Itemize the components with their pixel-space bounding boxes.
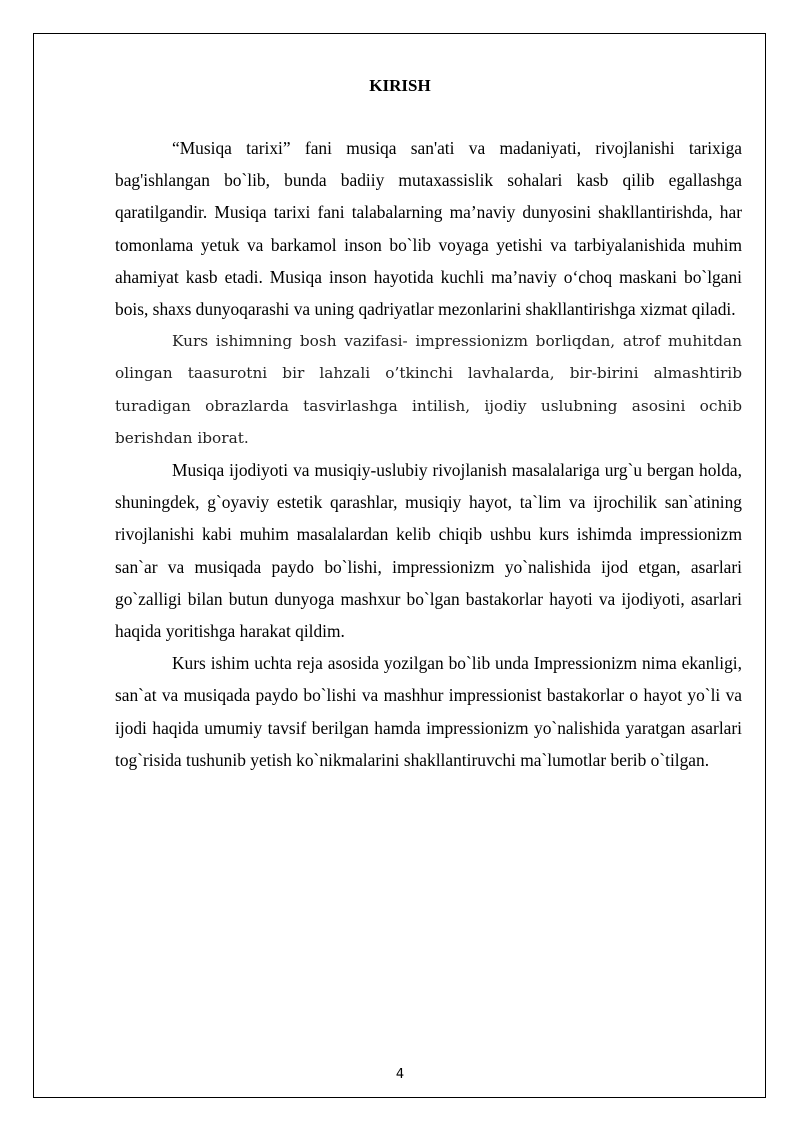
paragraph-structure: Kurs ishim uchta reja asosida yozilgan bo`lib unda Impressionizm nima ekanligi, san`at va musiqada paydo bo`lishi va mashhur impressionist bastakorlar o hayot yo`li va ijodi haqida umumiy tavsif berilgan hamda impressionizm yo`nalishida yaratgan asarlari tog`risida tushunib yetish ko`nikmalarini shakllantiruvchi ma`lumotlar berib o`tilgan.	[115, 653, 742, 770]
page-number: 4	[395, 1067, 405, 1082]
page-title: KIRISH	[369, 76, 431, 95]
paragraph-research-scope: Musiqa ijodiyoti va musiqiy-uslubiy rivojlanish masalalariga urg`u bergan holda, shuningdek, g`oyaviy estetik qarashlar, musiqiy hayot, ta`lim va ijrochilik san`atining rivojlanishi kabi muhim masalalardan kelib chiqib ushbu kurs ishimda impressionizm san`ar va musiqada paydo bo`lishi, impressionizm yo`nalishida ijod etgan, asarlari go`zalligi bilan butun dunyoga mashxur bo`lgan bastakorlar hayoti va ijodiyoti, asarlari haqida yoritishga harakat qildim.	[115, 460, 742, 642]
paragraph-intro: “Musiqa tarixi” fani musiqa san'ati va madaniyati, rivojlanishi tarixiga bag'ishlangan bo`lib, bunda badiiy mutaxassislik sohalari kasb qilib egallashga qaratilgandir. Musiqa tarixi fani talabalarning ma’naviy dunyosini shakllantirishda, har tomonlama yetuk va barkamol inson bo`lib voyaga yetishi va tarbiyalanishida muhim ahamiyat kasb etadi. Musiqa inson hayotida kuchli ma’naviy o‘choq maskani bo`lgani bois, shaxs dunyoqarashi va uning qadriyatlar mezonlarini shakllantirishga xizmat qiladi.	[115, 138, 742, 320]
document-body	[115, 132, 742, 776]
paragraph-main-task: Kurs ishimning bosh vazifasi- impressionizm borliqdan, atrof muhitdan olingan taasurotni bir lahzali o’tkinchi lavhalarda, bir-birini almashtirib turadigan obrazlarda tasvirlashga intilish, ijodiy uslubning asosini ochib berishdan iborat.	[115, 332, 742, 447]
